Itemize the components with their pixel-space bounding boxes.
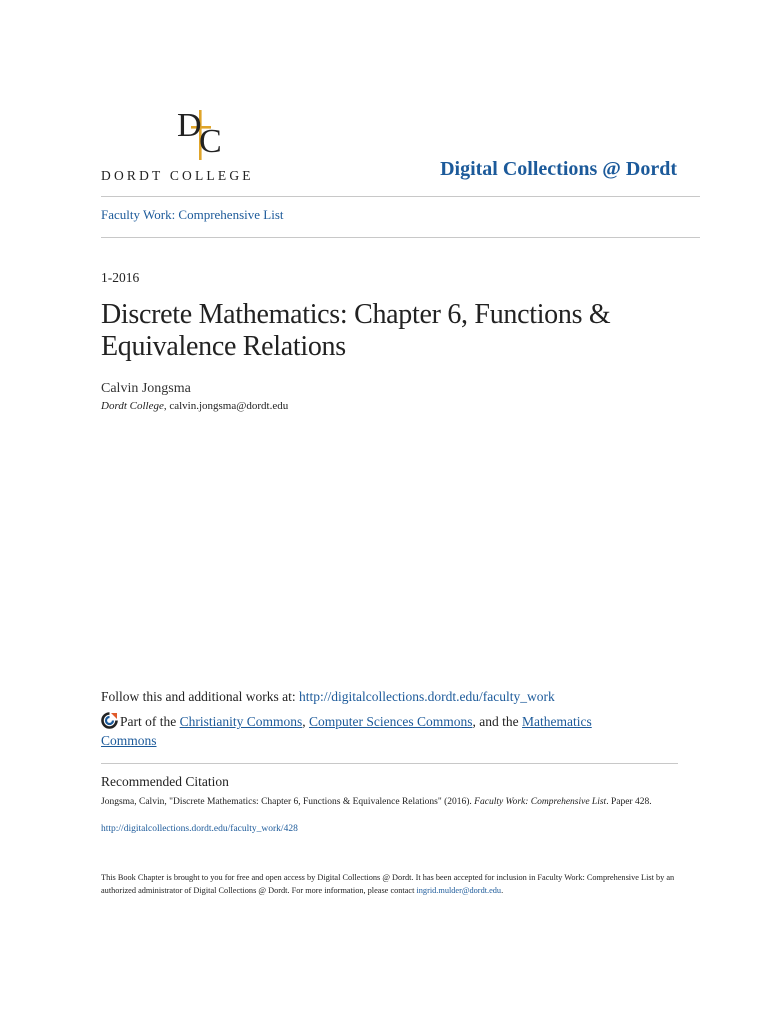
commons-separator: , and the: [472, 714, 522, 729]
citation-main: Jongsma, Calvin, "Discrete Mathematics: Chapter 6, Functions & Equivalence Relations" (2016).: [101, 797, 475, 807]
affiliation-institution: Dordt College: [101, 400, 164, 412]
contact-email-link[interactable]: ingrid.mulder@dordt.edu: [416, 886, 502, 895]
recommended-citation-heading: Recommended Citation: [101, 774, 229, 789]
follow-line: [101, 689, 555, 705]
faculty-work-link[interactable]: http://digitalcollections.dordt.edu/faculty_work: [299, 689, 555, 704]
logo-letter-c: C: [199, 123, 222, 160]
site-title-link[interactable]: Digital Collections @ Dordt: [440, 158, 677, 180]
mathematics-commons-link[interactable]: Mathematics Commons: [101, 714, 592, 748]
author-affiliation: [101, 400, 288, 412]
access-notice-text: This Book Chapter is brought to you for free and open access by Digital Collections @ Dordt. It has been accepted for inclusion in Faculty Work: Comprehensive List by an authorized administrator of Digital Collections @ Dordt. For more information, please contact: [101, 873, 675, 895]
logo-letter-d: D: [177, 107, 202, 144]
citation-series: Faculty Work: Comprehensive List: [474, 797, 607, 807]
citation-divider: [101, 763, 678, 764]
breadcrumb-divider: [101, 237, 700, 238]
citation-paper: . Paper 428.: [606, 797, 652, 807]
publication-date: 1-2016: [101, 270, 140, 285]
header-divider: [101, 196, 700, 197]
follow-label: Follow this and additional works at:: [101, 689, 299, 704]
document-title: Discrete Mathematics: Chapter 6, Functions & Equivalence Relations: [101, 299, 611, 362]
breadcrumb-collection-link[interactable]: Faculty Work: Comprehensive List: [101, 207, 284, 222]
christianity-commons-link[interactable]: Christianity Commons: [179, 714, 303, 729]
citation-text: [101, 796, 671, 809]
citation-url-link[interactable]: http://digitalcollections.dordt.edu/faculty_work/428: [101, 824, 298, 834]
access-notice-end: .: [501, 886, 504, 895]
computer-sciences-commons-link[interactable]: Computer Sciences Commons: [309, 714, 473, 729]
part-of-commons: [101, 712, 631, 750]
part-of-prefix: Part of the: [120, 714, 180, 729]
logo-wordmark: DORDT COLLEGE: [101, 168, 254, 183]
author-name: Calvin Jongsma: [101, 381, 191, 396]
share-icon: [101, 712, 118, 729]
author-email: , calvin.jongsma@dordt.edu: [163, 400, 289, 412]
commons-separator: ,: [302, 714, 310, 729]
access-notice: [101, 871, 686, 897]
dc-monogram-icon: [177, 104, 233, 164]
